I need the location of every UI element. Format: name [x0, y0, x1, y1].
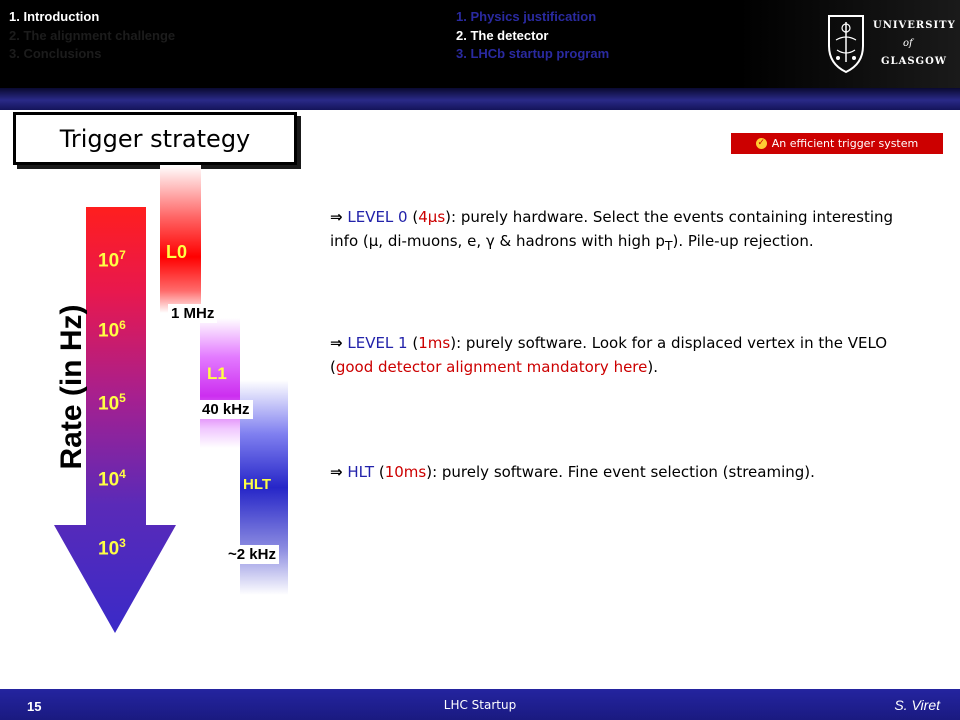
level-l0-rate: 1 MHz: [168, 304, 217, 323]
level1-time: 1ms: [418, 334, 451, 352]
rate-power-base: 10: [98, 393, 120, 415]
rate-power-base: 10: [98, 538, 120, 560]
open-paren: (: [374, 463, 385, 481]
footer-author: S. Viret: [894, 697, 940, 713]
section-tag-text: An efficient trigger system: [771, 137, 919, 150]
rate-power-exponent: 5: [119, 391, 126, 405]
hlt-time: 10ms: [384, 463, 427, 481]
open-paren: (: [407, 208, 419, 226]
hlt-name: HLT: [347, 463, 375, 481]
header-band: [0, 88, 960, 110]
level0-text-b: ). Pile-up rejection.: [672, 232, 814, 250]
rate-power-base: 10: [98, 250, 120, 272]
level0-name: LEVEL 0: [347, 208, 408, 226]
rate-axis-label: Rate (in Hz): [55, 304, 88, 470]
nav-subsection-detector[interactable]: 2. The detector: [456, 28, 549, 43]
implies-arrow-icon: ⇒: [330, 334, 343, 352]
level0-subscript: T: [664, 238, 673, 253]
slide-title: Trigger strategy: [59, 124, 251, 153]
rate-power-6: [98, 318, 126, 342]
title-box: [13, 112, 297, 165]
logo-text-university: UNIVERSITY: [873, 20, 956, 31]
university-crest-icon: [826, 12, 866, 74]
hlt-text-a: ): purely software. Fine event selection (streaming).: [426, 463, 815, 481]
nav-subsection-physics[interactable]: 1. Physics justification: [456, 9, 597, 24]
open-paren: (: [407, 334, 419, 352]
nav-subsection-startup[interactable]: 3. LHCb startup program: [456, 46, 610, 61]
rate-power-5: [98, 391, 126, 415]
level0-description: [330, 205, 925, 258]
nav-section-conclusions[interactable]: 3. Conclusions: [9, 46, 102, 61]
level1-text-b: ).: [647, 358, 658, 376]
rate-power-3: [98, 536, 126, 560]
bullet-circle-icon: ✓: [757, 138, 766, 148]
level-l0-column: [160, 165, 201, 313]
logo-text-glasgow: GLASGOW: [881, 56, 948, 67]
nav-section-introduction[interactable]: 1. Introduction: [9, 9, 100, 24]
rate-power-exponent: 3: [119, 536, 126, 550]
rate-power-base: 10: [98, 320, 120, 342]
level0-text-a: ): purely hardware. Select the events containing interesting info (µ, di-muons, e, γ & hadrons with high p: [330, 208, 894, 250]
logo-text-of: of: [903, 38, 913, 49]
hlt-description: [330, 460, 925, 484]
rate-power-exponent: 7: [119, 248, 126, 262]
implies-arrow-icon: ⇒: [330, 208, 343, 226]
level1-name: LEVEL 1: [347, 334, 408, 352]
rate-power-exponent: 6: [119, 318, 126, 332]
level-hlt-rate: ~2 kHz: [225, 545, 279, 564]
level0-time: 4µs: [418, 208, 446, 226]
level-l1-label: L1: [207, 364, 227, 383]
page-number: 15: [27, 699, 42, 714]
rate-power-7: [98, 248, 126, 272]
footer-title: LHC Startup: [443, 698, 517, 712]
nav-section-alignment-challenge[interactable]: 2. The alignment challenge: [9, 28, 176, 43]
alignment-highlight: good detector alignment mandatory here: [335, 358, 648, 376]
university-logo: [826, 12, 956, 74]
level-l0-label: L0: [166, 242, 188, 262]
rate-power-4: [98, 467, 126, 491]
level1-description: [330, 331, 925, 379]
level-l1-rate: 40 kHz: [199, 400, 253, 419]
section-tag: [731, 133, 943, 154]
level-hlt-label: HLT: [243, 476, 272, 493]
level1-text-a: ): purely software. Look for a displaced vertex in the VELO (: [330, 334, 888, 376]
rate-power-exponent: 4: [119, 467, 126, 481]
rate-power-base: 10: [98, 469, 120, 491]
implies-arrow-icon: ⇒: [330, 463, 343, 481]
